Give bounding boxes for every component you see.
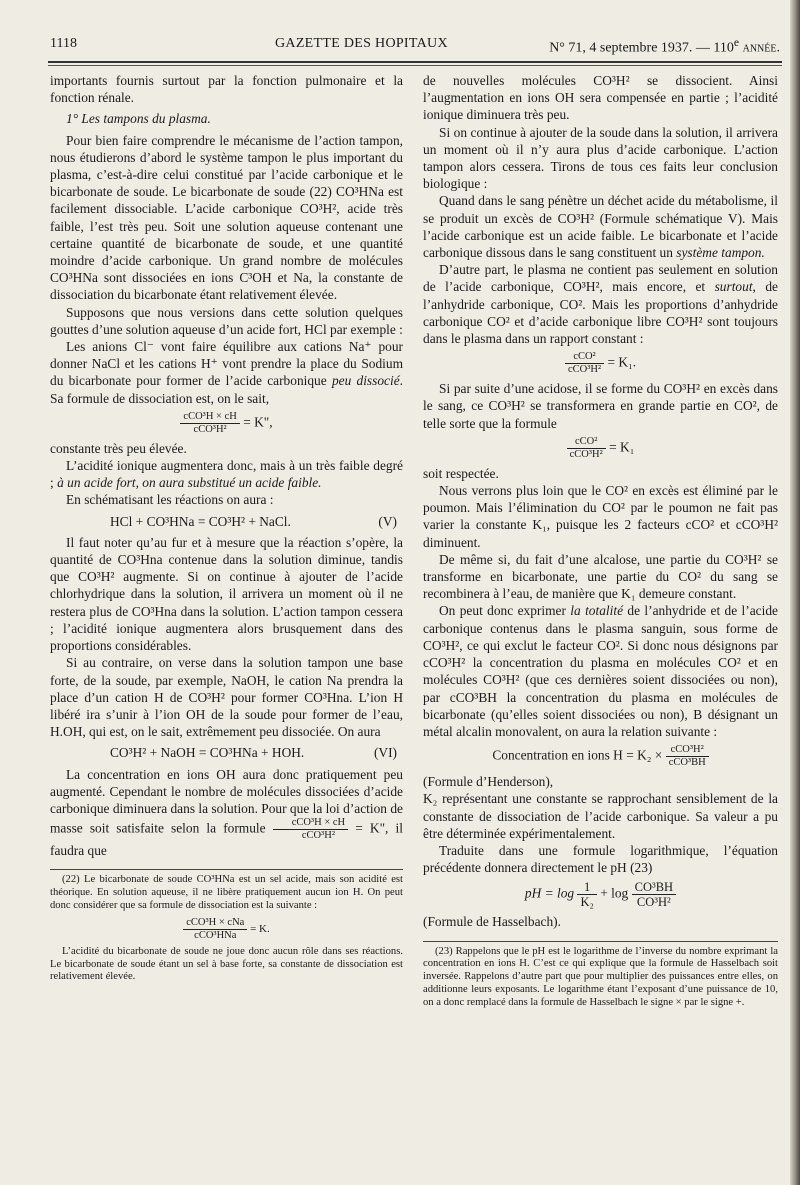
issue-text: N° 71, 4 septembre 1937. — 110 (549, 40, 734, 56)
paragraph: Il faut noter qu’au fur et à mesure que la réaction s’opère, la quantité de CO³Hna contenue dans la solution diminue, tandis que CO³H² augmente. Si on continue à ajouter de l’acide chlorhydrique dans la solution, il arrivera un moment où il ne restera plus de CO³Hna dans la solution. L’action tampon cessera ; l’acidité ionique augmentera alors brusquement dans des proportions considérables. (50, 534, 403, 654)
fraction (183, 917, 247, 942)
emphasis: à un acide fort, on aura substitué un acide faible. (57, 475, 322, 491)
footnote-text: L’acidité du bicarbonate de soude ne joue donc aucun rôle dans ses réactions. Le bicarbonate de soude étant un sel à base forte, sa constante de dissociation est relativement élevée. (50, 945, 403, 983)
equation-vi (50, 744, 403, 761)
denominator: cCO³H² (569, 448, 603, 460)
right-column (423, 72, 778, 1010)
formula-rhs: = K₁ (609, 439, 635, 455)
equation-text: CO³H² + NaOH = CO³HNa + HOH. (110, 745, 305, 761)
header-rule-thin (48, 65, 782, 66)
text: , de l’anhydride carbonique, CO². Mais les proportions d’anhydride carbonique CO² et d’acide carbonique libre CO³H² sont toujours dans le plasma dans un rapport constant : (423, 279, 778, 347)
formula-rhs: = K", (243, 414, 273, 430)
hasselbach-formula (423, 880, 778, 909)
paragraph (423, 602, 778, 740)
denominator: cCO³H² (193, 423, 227, 435)
footnote-rule (423, 941, 778, 942)
equation-v (50, 513, 403, 530)
page-edge-shadow (790, 0, 800, 1185)
numerator: cCO³H × cH (180, 411, 239, 424)
paragraph: (Formule d’Henderson), (423, 774, 554, 790)
numerator: CO³BH (632, 880, 676, 895)
paragraph: Traduite dans une formule logarithmique, l’équation précédente donnera directement le pH (23) (423, 842, 778, 876)
paragraph: En schématisant les réactions on aura : (66, 492, 274, 508)
text: = K", il faudra que (50, 820, 403, 859)
text: Les anions Cl⁻ vont faire équilibre aux cations Na⁺ pour donner NaCl et les cations H⁺ vont prendre la place du Sodium du bicarbonate pour former de l’acide carbonique (50, 339, 403, 389)
issue-annee: année. (742, 40, 780, 56)
equation-label: (V) (378, 513, 397, 529)
equation-text: HCl + CO³HNa = CO³H² + NaCl. (110, 513, 291, 529)
formula-rhs: = K. (250, 922, 270, 935)
fraction (180, 411, 239, 436)
paragraph: Supposons que nous versions dans cette solution quelques gouttes d’une solution aqueuse d’un acide fort, HCl par exemple : (50, 304, 403, 337)
left-column (50, 72, 403, 984)
paragraph (423, 192, 778, 261)
denominator: K₂ (580, 895, 594, 910)
paragraph: Pour bien faire comprendre le mécanisme de l’action tampon, nous étudierons d’abord le système tampon le plus important du plasma, c’est-à-dire celui constitué par l’acide carbonique et le bicarbonate de soude. Le bicarbonate de soude (22) CO³HNa est facilement dissociable. L’acide carbonique CO³H², acide très faible, l’est très peu. Soit une solution aqueuse contenant une certaine quantité de bicarbonate de soude, et une quantité moindre d’acide carbonique. Un grand nombre de molécules CO³HNa sont dissociées en ions C³OH et Na, la constante de dissociation du bicarbonate étant relativement élevée. (50, 132, 403, 303)
fraction (273, 817, 348, 842)
paragraph: Nous verrons plus loin que le CO² en excès est éliminé par le poumon. Mais l’élimination du CO² par le poumon ne fait pas varier la constante K₁, puisque les 2 facteurs cCO² et cCO³H² diminuent. (423, 483, 778, 550)
paragraph: Si au contraire, on verse dans la solution tampon une base forte, de la soude, par exemple, NaOH, le cation Na prendra la place d’un cation H de CO³H² pour former CO³Hna. L’ion H libéré ira s’unir à l’ion OH de la soude pour former de l’eau, H.OH, qui est, on le sait, extrêmement peu dissociée. On aura (50, 655, 403, 740)
text: Quand dans le sang pénètre un déchet acide du métabolisme, il se produit un excès de CO³H² (Formule schématique V). Mais l’acide carbonique est un acide faible. Le bicarbonate et l’acide carbonique dissous dans le sang constituent un (423, 193, 778, 261)
fraction (567, 436, 606, 461)
footnote-text: (23) Rappelons que le pH est le logarithme de l’inverse du nombre exprimant la concentration en ions H. C’est ce qui explique que la formule de Hasselbach soit inversée. Rappelons d’autre part que pour multiplier des puissances entre elles, on additionne leurs exposants. Le logarithme étant l’exposant d’une puissance de 10, on a donc remplacé dans la formule de Hasselbach le signe × par le signe +. (423, 945, 778, 1008)
footnote-22 (50, 874, 403, 984)
emphasis: système tampon. (676, 245, 765, 261)
paragraph: K₂ représentant une constante se rapprochant sensiblement de la constante de dissociation de l’acide carbonique. Sa valeur a pu être déterminée expérimentalement. (423, 791, 778, 841)
dissociation-formula (50, 411, 403, 436)
text: L’acidité ionique augmentera donc, mais à un très faible degré ; (50, 458, 403, 491)
fraction (565, 351, 604, 376)
numerator: 1 (577, 880, 596, 895)
journal-title: GAZETTE DES HOPITAUX (275, 36, 448, 51)
constant-ratio-formula (423, 351, 778, 376)
paragraph (50, 338, 403, 407)
paragraph: de nouvelles molécules CO³H² se dissocient. Ainsi l’augmentation en ions OH sera compensée en partie ; l’acidité ionique diminuera très peu. (423, 73, 778, 123)
constant-ratio-formula-2 (423, 436, 778, 461)
paragraph: Si on continue à ajouter de la soude dans la solution, il arrivera un moment où il n’y aura plus d’acide carbonique. L’action tampon alors cessera. Tirons de tous ces faits leur conclusion biologique : (423, 124, 778, 192)
footnote-formula (50, 917, 403, 942)
running-header (50, 36, 780, 56)
denominator: cCO³BH (668, 757, 706, 769)
equation-label: (VI) (373, 745, 397, 761)
section-heading (50, 110, 403, 127)
numerator: cCO³H × cNa (183, 917, 247, 930)
emphasis: surtout (714, 279, 753, 295)
denominator: CO³H² (636, 895, 671, 910)
fraction (577, 880, 596, 909)
paragraph: soit respectée. (423, 465, 499, 481)
paragraph: De même si, du fait d’une alcalose, une partie du CO³H² se transforme en bicarbonate, une partie du CO² du sang se recombinera à l’eau, de manière que K₁ demeure constant. (423, 551, 778, 602)
text: de l’anhydride et de l’acide carbonique contenus dans le plasma sanguin, sous forme de CO³H², ce qui exclut le facteur CO². Si donc nous désignons par cCO³H² la concentration du plasma en molécules CO² et en molécules CO³H² (que ces dernières soient dissociées ou non), par cCO³BH la concentration du plasma en molécules de bicarbonate (qu’elles soient dissociées ou non), B désignant un métal alcalin monovalent, on aura la relation suivante : (423, 603, 778, 739)
footnote-rule (50, 869, 403, 870)
issue-info (549, 36, 780, 57)
paragraph (50, 766, 403, 860)
formula-rhs: = K₁. (607, 354, 637, 370)
paragraph: constante très peu élevée. (50, 440, 187, 456)
section-title: 1° Les tampons du plasma. (66, 111, 211, 127)
formula-lhs: Concentration en ions H = K₂ × (492, 747, 663, 763)
issue-sup: e (733, 36, 740, 49)
text: . Sa formule de dissociation est, on le sait, (50, 373, 403, 406)
numerator: cCO² (567, 436, 606, 449)
henderson-formula (423, 744, 778, 769)
fraction (632, 880, 676, 909)
footnote-text: (22) Le bicarbonate de soude CO³HNa est un sel acide, mais son acidité est théorique. En solution aqueuse, il ne libère pratiquement aucun ion H. On peut donc considérer que sa formule de dissociation est la suivante : (50, 874, 403, 911)
text: D’autre part, le plasma ne contient pas seulement en solution de l’acide carbonique, CO³H², mais encore, et (423, 262, 778, 295)
denominator: cCO³H² (301, 830, 335, 842)
header-rule (48, 61, 782, 63)
emphasis: la totalité (570, 603, 624, 619)
text: On peut donc exprimer (439, 603, 566, 619)
denominator: cCO³HNa (194, 929, 237, 941)
numerator: cCO³H × cH (273, 817, 348, 830)
paragraph (50, 457, 403, 491)
emphasis: peu dissocié (331, 373, 400, 389)
page-number: 1118 (50, 36, 77, 51)
footnote-23 (423, 946, 778, 1010)
paragraph (423, 261, 778, 347)
formula-lhs: pH = log (524, 885, 575, 901)
fraction (666, 744, 709, 769)
formula-mid: + log (600, 885, 629, 901)
paragraph: importants fournis surtout par la fonction pulmonaire et la fonction rénale. (50, 73, 403, 106)
numerator: cCO³H² (666, 744, 709, 757)
text: La concentration en ions OH aura donc pratiquement peu augmenté. Cependant le nombre de molécules dissociées d’acide carbonique diminuera dans la solution. Pour que la loi d’action de masse soit satisfaite selon la formule (50, 766, 403, 836)
paragraph: Si par suite d’une acidose, il se forme du CO³H² en excès dans le sang, ce CO³H² se transformera en grande partie en CO², de telle sorte que la formule (423, 381, 778, 431)
numerator: cCO² (565, 351, 604, 364)
denominator: cCO³H² (567, 364, 602, 376)
paragraph: (Formule de Hasselbach). (423, 914, 561, 930)
